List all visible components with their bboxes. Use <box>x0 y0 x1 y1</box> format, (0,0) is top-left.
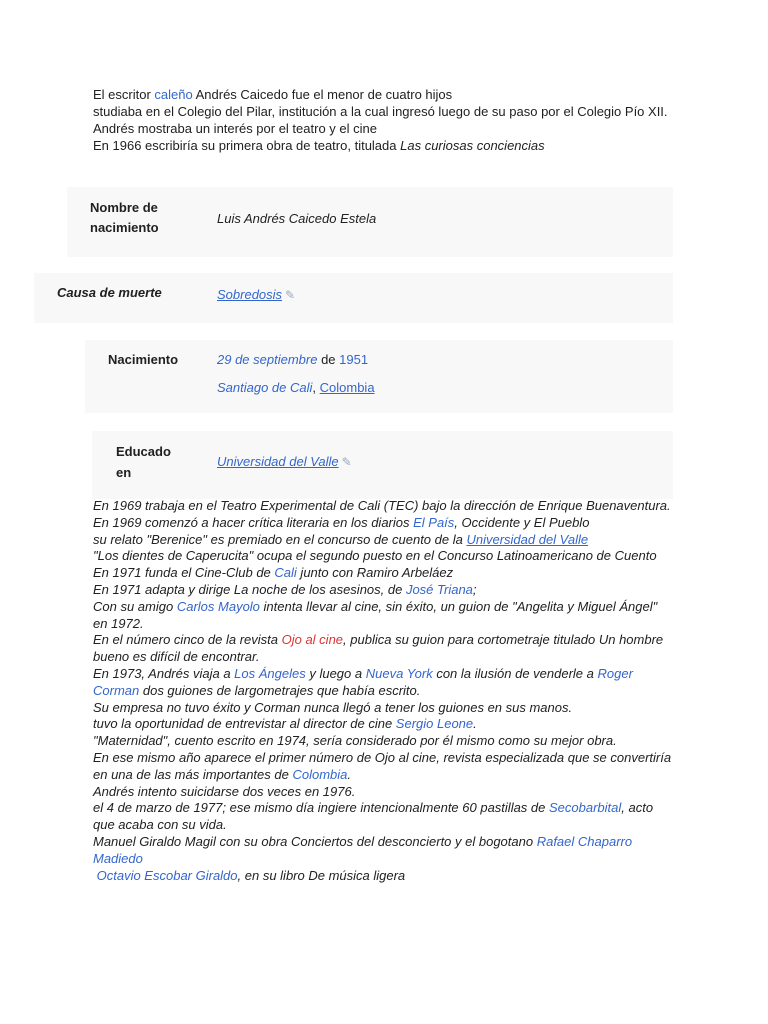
bio-line: En 1969 comenzó a hacer crítica literaria en los diarios El País, Occidente y El Pueblo <box>93 514 590 530</box>
link-carlos-mayolo[interactable]: Carlos Mayolo <box>176 598 260 614</box>
link-birth-date[interactable]: 29 de septiembre <box>217 352 318 367</box>
bio-line: Manuel Giraldo Magil con su obra Conciertos del desconcierto y el bogotano Rafael Chaparro Madiedo <box>93 833 633 866</box>
intro-line-4: En 1966 escribiría su primera obra de teatro, titulada Las curiosas conciencias <box>93 138 545 153</box>
birth-label: Nacimiento <box>108 352 179 367</box>
bio-line: En 1971 adapta y dirige La noche de los asesinos, de José Triana; <box>93 581 477 597</box>
link-secobarbital[interactable]: Secobarbital <box>549 800 622 816</box>
bio-line: Con su amigo Carlos Mayolo intenta llevar al cine, sin éxito, un guion de "Angelita y Miguel Ángel" en 1972. <box>93 598 658 631</box>
edit-pencil-icon[interactable]: ✎ <box>341 455 352 469</box>
link-ojo-al-cine[interactable]: Ojo al cine <box>281 632 344 648</box>
bio-line: En ese mismo año aparece el primer número de Ojo al cine, revista especializada que se convertiría en una de las más importantes de Colombia. <box>93 749 672 782</box>
bio-line: su relato "Berenice" es premiado en el concurso de cuento de la Universidad del Valle <box>93 531 589 547</box>
link-roger-corman[interactable]: Roger Corman <box>93 665 633 698</box>
link-sobredosis[interactable]: Sobredosis <box>217 287 283 302</box>
link-jose-triana[interactable]: José Triana <box>405 581 473 597</box>
bio-line: tuvo la oportunidad de entrevistar al director de cine Sergio Leone. <box>93 716 477 732</box>
education-label: Educado en <box>116 444 171 480</box>
link-nueva-york[interactable]: Nueva York <box>365 665 433 681</box>
intro-line-3: Andrés mostraba un interés por el teatro y el cine <box>93 121 377 136</box>
birth-place-value: Santiago de Cali, Colombia <box>217 380 375 395</box>
link-universidad-del-valle[interactable]: Universidad del Valle <box>217 454 339 469</box>
link-birth-country[interactable]: Colombia <box>319 380 375 395</box>
bio-line: "Los dientes de Caperucita" ocupa el segundo puesto en el Concurso Latinoamericano de Cuento <box>93 548 657 564</box>
link-caleno[interactable]: caleño <box>154 87 193 102</box>
intro-paragraph <box>93 86 683 154</box>
bio-line: En 1969 trabaja en el Teatro Experimental de Cali (TEC) bajo la dirección de Enrique Buenaventura. <box>93 498 671 513</box>
death-cause-value <box>217 285 295 305</box>
birth-name-value: Luis Andrés Caicedo Estela <box>217 211 377 226</box>
link-univalle[interactable]: Universidad del Valle <box>466 531 589 547</box>
link-los-angeles[interactable]: Los Ángeles <box>234 665 306 681</box>
death-cause-label: Causa de muerte <box>57 285 162 300</box>
infobox-row-birth <box>85 340 673 413</box>
bio-line: "Maternidad", cuento escrito en 1974, sería considerado por él mismo como su mejor obra. <box>93 733 617 749</box>
bio-line: Octavio Escobar Giraldo, en su libro De música ligera <box>96 867 406 883</box>
birth-name-label: Nombre de nacimiento <box>90 200 159 235</box>
intro-line-1: El escritor caleño Andrés Caicedo fue el menor de cuatro hijos <box>93 87 453 102</box>
edit-pencil-icon[interactable]: ✎ <box>285 288 296 302</box>
bio-line: Su empresa no tuvo éxito y Corman nunca llegó a tener los guiones en sus manos. <box>93 699 573 715</box>
intro-line-2: studiaba en el Colegio del Pilar, institución a la cual ingresó luego de su paso por el Colegio Pío XII. <box>93 104 668 119</box>
bio-line: En el número cinco de la revista Ojo al cine, publica su guion para cortometraje titulado Un hombre bueno es difícil de encontrar. <box>93 632 664 665</box>
bio-line: Andrés intento suicidarse dos veces en 1976. <box>93 783 356 799</box>
biography-text <box>93 498 673 884</box>
infobox-row-death-cause <box>34 273 673 323</box>
link-colombia[interactable]: Colombia <box>292 766 348 782</box>
link-cali[interactable]: Cali <box>274 565 297 581</box>
infobox-row-birth-name <box>67 187 673 257</box>
link-birth-year[interactable]: 1951 <box>339 352 369 367</box>
birth-date-value: 29 de septiembre de 1951 <box>217 352 369 367</box>
link-rafael-chaparro[interactable]: Rafael Chaparro Madiedo <box>93 833 633 866</box>
bio-line: En 1973, Andrés viaja a Los Ángeles y luego a Nueva York con la ilusión de venderle a Roger Corman dos guiones de largometrajes que había escrito. <box>93 665 633 698</box>
bio-line: En 1971 funda el Cine-Club de Cali junto con Ramiro Arbeláez <box>93 565 454 581</box>
link-el-pais[interactable]: El País <box>413 514 455 530</box>
link-octavio-escobar[interactable]: Octavio Escobar Giraldo <box>96 867 238 883</box>
infobox-row-education <box>92 431 673 499</box>
work-title: Las curiosas conciencias <box>400 138 545 153</box>
education-value <box>217 452 352 472</box>
bio-line: el 4 de marzo de 1977; ese mismo día ingiere intencionalmente 60 pastillas de Secobarbital, acto que acaba con su vida. <box>93 800 654 833</box>
link-sergio-leone[interactable]: Sergio Leone <box>395 716 474 732</box>
link-birth-city[interactable]: Santiago de Cali <box>217 380 313 395</box>
